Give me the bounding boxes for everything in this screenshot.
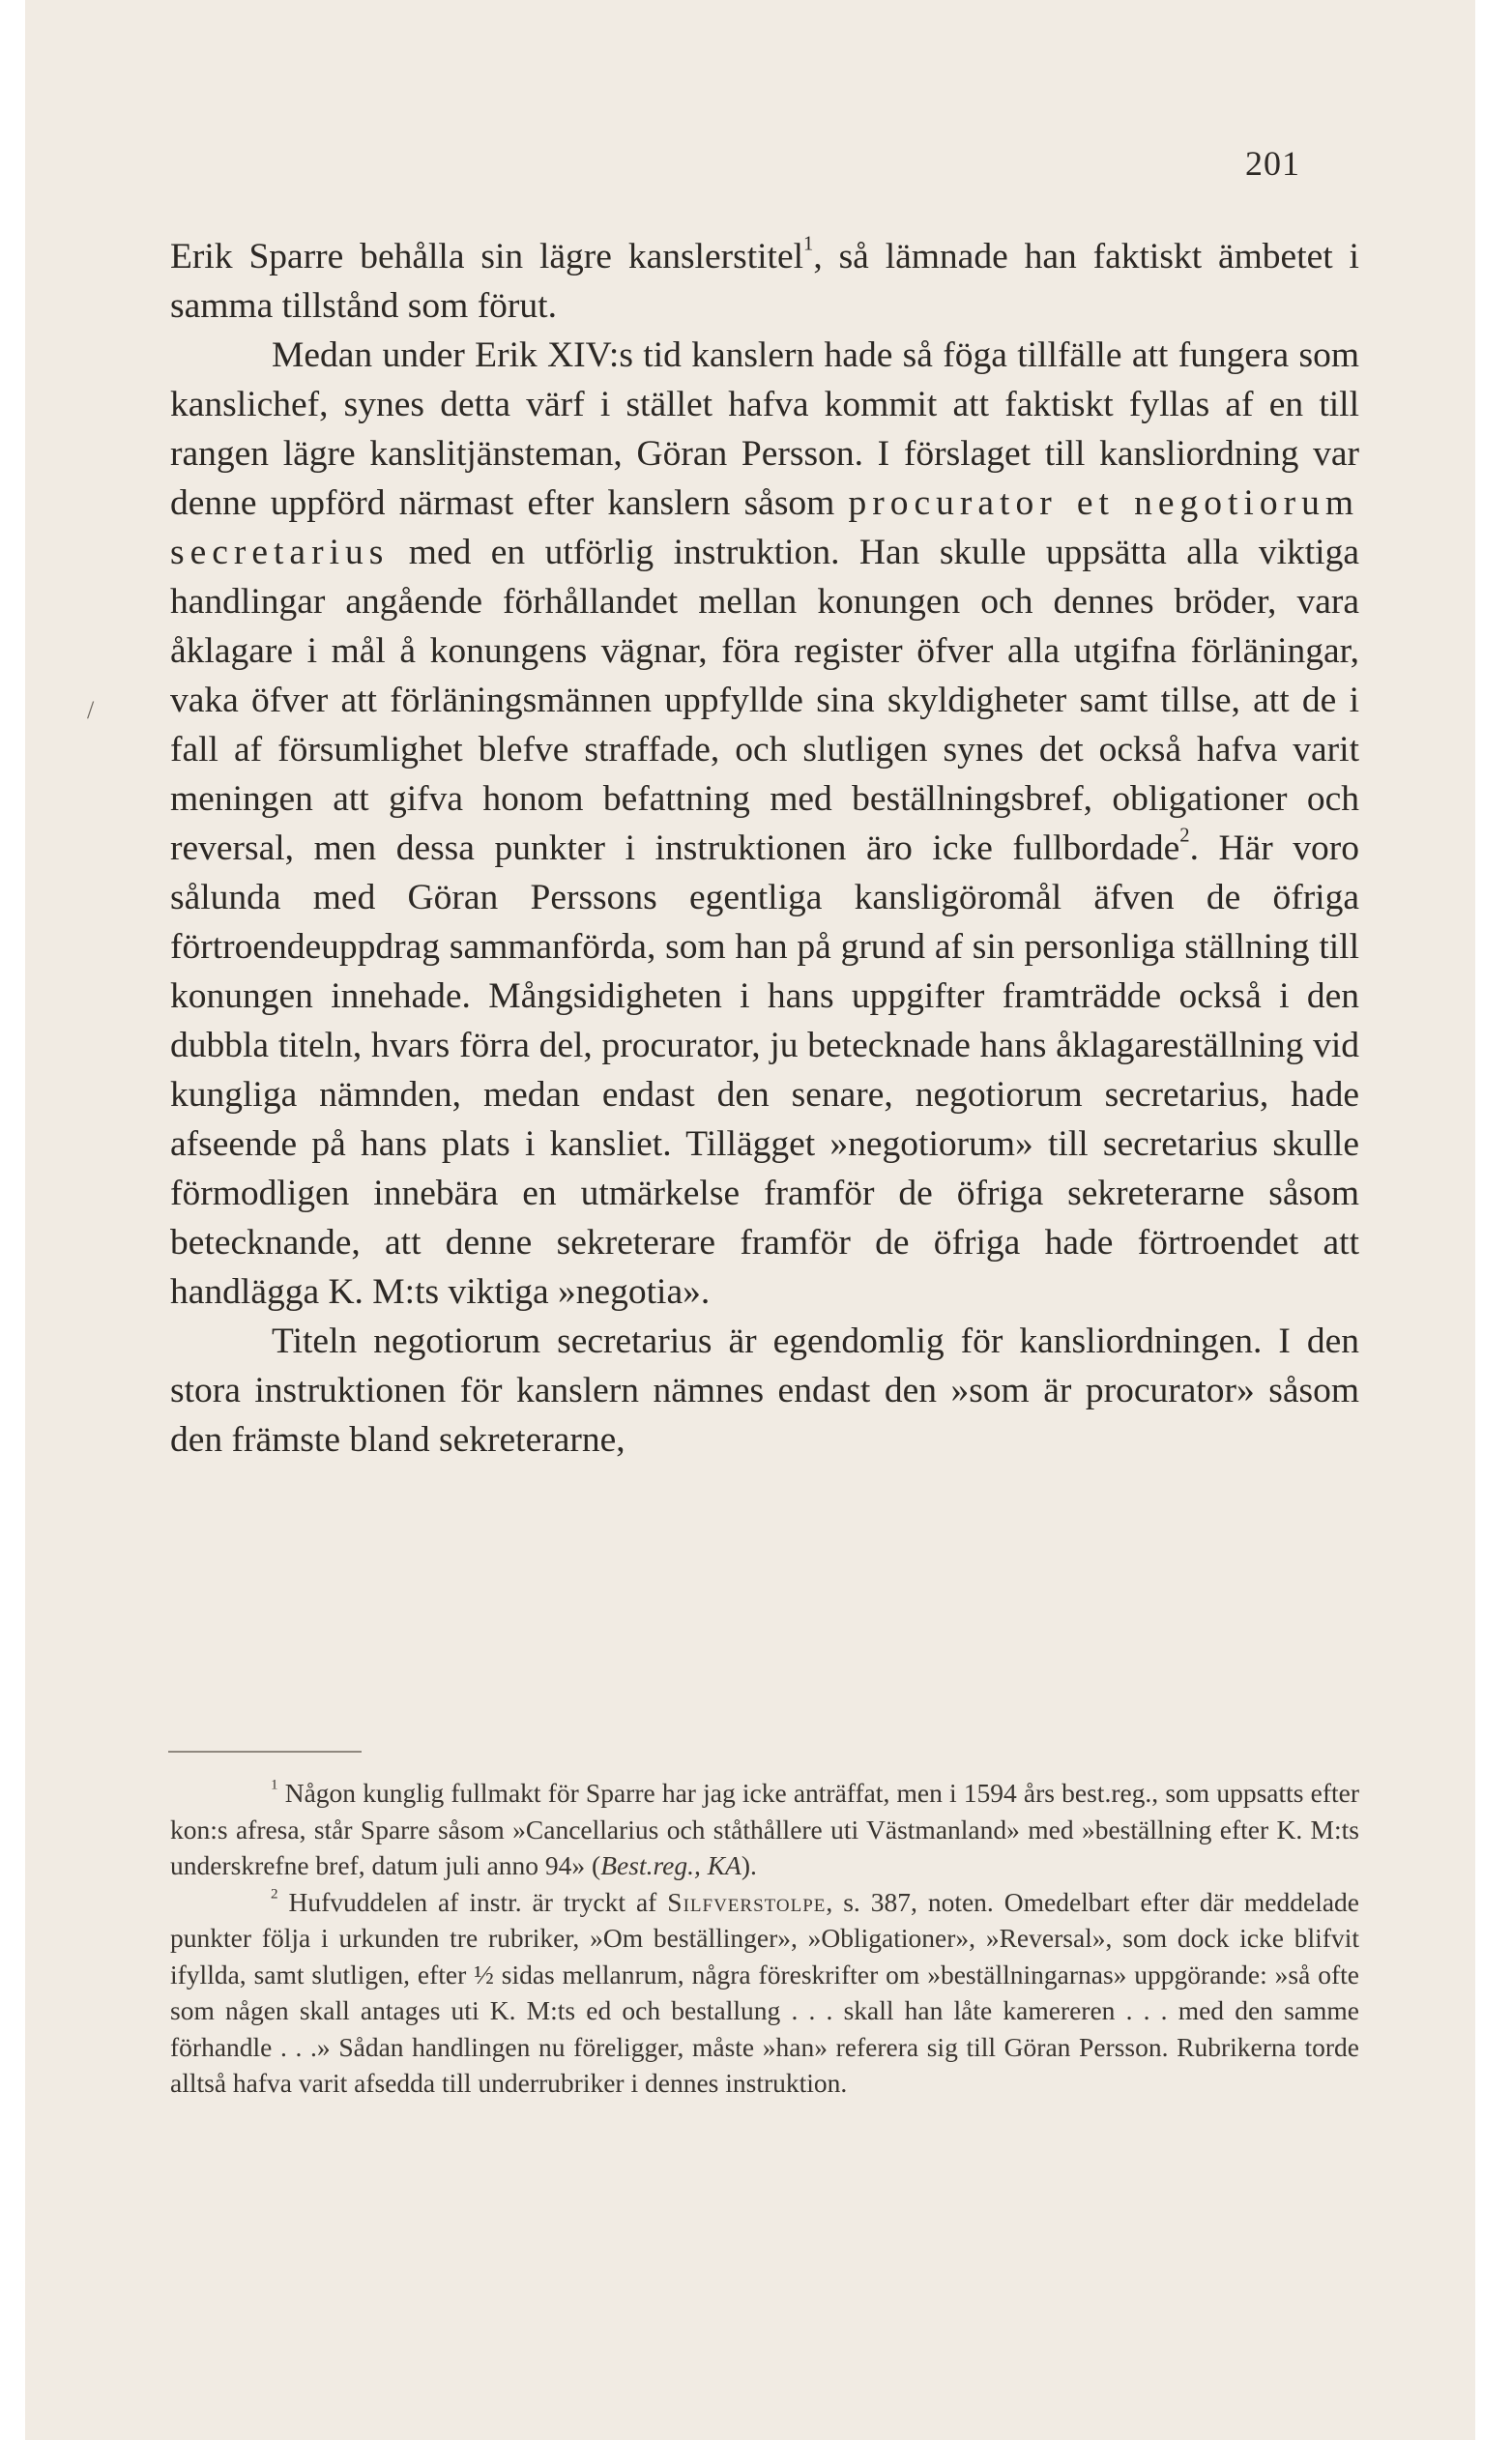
page-edge (1475, 0, 1512, 2440)
footnote-ref-1: 1 (803, 233, 814, 255)
paragraph-1: Erik Sparre behålla sin lägre kanslerstitel$^1$, så lämnade han faktiskt ämbetet i samma tillstånd som förut. (170, 233, 1359, 326)
footnote-2-mark: 2 (271, 1885, 278, 1902)
footnote-1-mark: 1 (271, 1777, 278, 1793)
paragraph-2: Medan under Erik XIV:s tid kanslern hade så föga tillfälle att fungera som kanslichef, synes detta värf i stället hafva kommit att faktiskt fyllas af en till rangen lägre kanslitjänsteman, Göran Persson. I förslaget till kansliordning var denne uppförd närmast efter kanslern såsom procurator et negotiorum secretarius med en utförlig instruktion. Han skulle uppsätta alla viktiga handlingar angående förhållandet mellan konungen och dennes bröder, vara åklagare i mål å konungens vägnar, föra register öfver alla utgifna förläningar, vaka öfver att förläningsmännen uppfyllde sina skyldigheter samt tillse, att de i fall af försumlighet blefve straffade, och slutligen synes det också hafva varit meningen att gifva honom befattning med beställningsbref, obligationer och reversal, men dessa punkter i instruktionen äro icke fullbordade$^2$. Här voro sålunda med Göran Perssons egentliga kansligöromål äfven de öfriga förtroendeuppdrag sammanförda, som han på grund af sin personliga ställning till konungen innehade. Mångsidigheten i hans uppgifter framträdde också i den dubbla titeln, hvars förra del, procurator, ju betecknade hans åklagareställning vid kungliga nämnden, medan endast den senare, negotiorum secretarius, hade afseende på hans plats i kansliet. Tillägget »negotiorum» till secretarius skulle förmodligen innebära en utmärkelse framför de öfriga sekreterarne såsom betecknande, att denne sekreterare framför de öfriga hade förtroendet att handlägga K. M:ts viktiga »negotia». (170, 335, 1359, 1312)
main-text (170, 232, 1359, 1465)
footnote-2: $^2$ Hufvuddelen af instr. är tryckt af Silfverstolpe, s. 387, noten. Omedelbart efter där meddelade punkter följa i urkunden tre rubriker, »Om beställinger», »Obligationer», »Reversal», som dock icke blifvit ifyllda, samt slutligen, efter ½ sidas mellanrum, några föreskrifter om »beställningarnas» uppgörande: »så ofte som någen skall antages uti K. M:ts ed och bestallung . . . skall han låte kamereren . . . med den samme förhandle . . .» Sådan handlingen nu föreligger, måste »han» referera sig till Göran Persson. Rubrikerna torde alltså hafva varit afsedda till underrubriker i dennes instruktion. (170, 1885, 1359, 2098)
footnote-divider (168, 1751, 362, 1753)
page-number: 201 (1245, 144, 1300, 183)
footnote-ref-2: 2 (1179, 825, 1190, 847)
author-name: Silfverstolpe (667, 1886, 827, 1917)
footnotes (170, 1775, 1359, 2102)
footnote-1: $^1$ Någon kunglig fullmakt för Sparre har jag icke anträffat, men i 1594 års best.reg., som uppsatts efter kon:s afresa, står Sparre såsom »Cancellarius och ståthållere uti Västmanland» med »beställning efter K. M:ts underskrefne bref, datum juli anno 94» (Best.reg., KA). (170, 1777, 1359, 1880)
margin-mark: / (87, 696, 95, 724)
spaced-title: procurator et negotiorum secretarius (170, 483, 1359, 572)
paragraph-3: Titeln negotiorum secretarius är egendomlig för kansliordningen. I den stora instruktionen för kanslern nämnes endast den »som är procurator» såsom den främste bland sekreterarne, (170, 1322, 1359, 1460)
book-page (25, 0, 1475, 2440)
